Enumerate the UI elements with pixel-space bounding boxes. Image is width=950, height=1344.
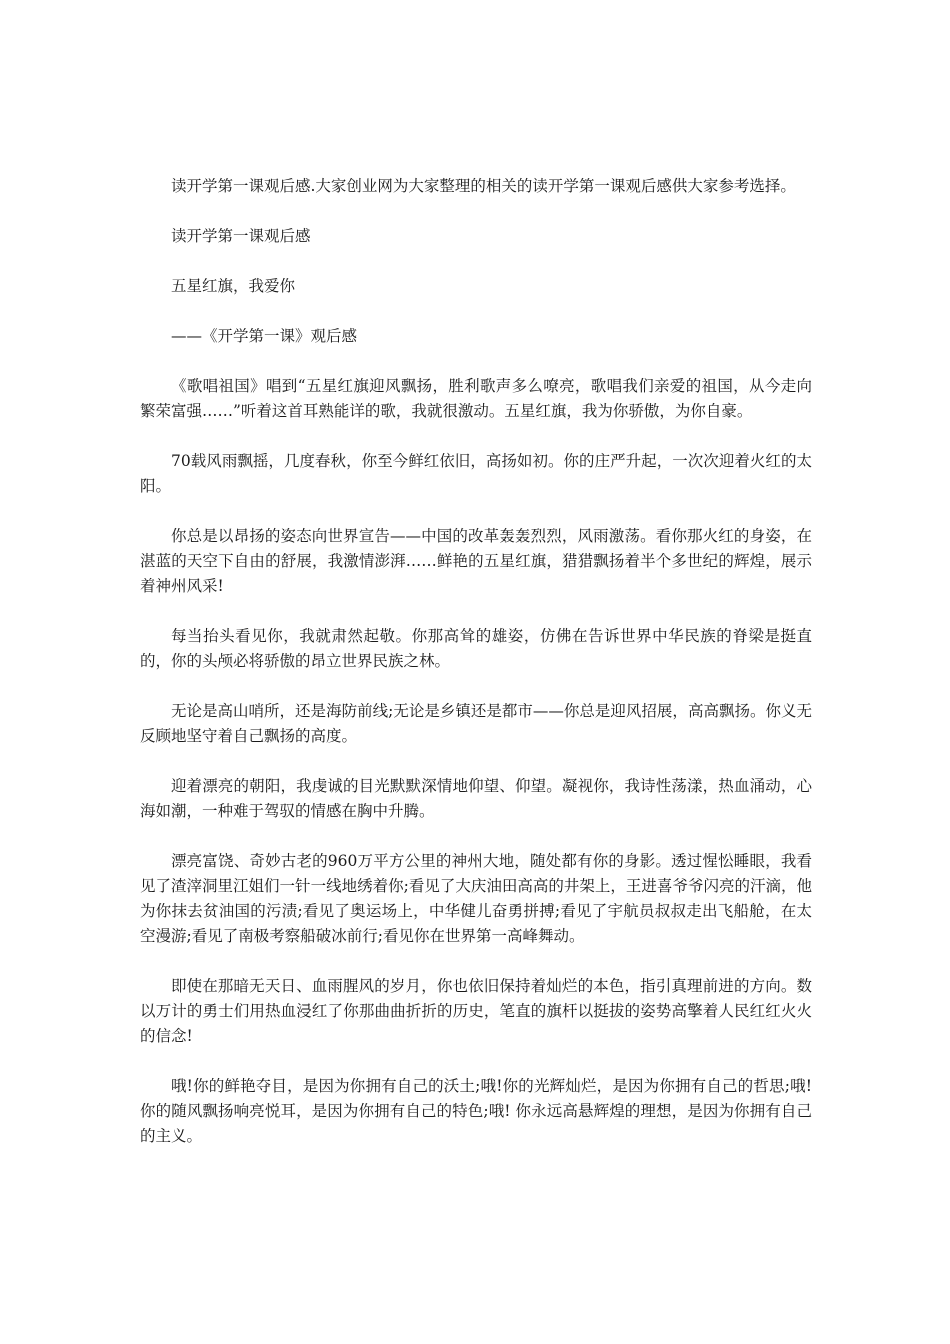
essay-subtitle: ——《开学第一课》观后感 (171, 327, 358, 345)
article-title: 读开学第一课观后感 (171, 227, 311, 245)
body-paragraph: 即使在那暗无天日、血雨腥风的岁月，你也依旧保持着灿烂的本色，指引真理前进的方向。数以万计的勇士们用热血浸红了你那曲曲折折的历史，笔直的旗杆以挺拔的姿势高擎着人民红红火火的信念! (140, 977, 812, 1045)
body-paragraph: 哦!你的鲜艳夺目，是因为你拥有自己的沃土;哦!你的光辉灿烂，是因为你拥有自己的哲思;哦!你的随风飘扬响亮悦耳，是因为你拥有自己的特色;哦! 你永远高悬辉煌的理想，是因为你拥有自己的主义。 (140, 1077, 812, 1145)
body-paragraph: 你总是以昂扬的姿态向世界宣告——中国的改革轰轰烈烈，风雨激荡。看你那火红的身姿，在湛蓝的天空下自由的舒展，我激情澎湃……鲜艳的五星红旗，猎猎飘扬着半个多世纪的辉煌，展示着神州风采! (140, 527, 812, 595)
essay-title: 五星红旗，我爱你 (171, 277, 296, 295)
body-paragraph: 迎着漂亮的朝阳，我虔诚的目光默默深情地仰望、仰望。凝视你，我诗性荡漾，热血涌动，心海如潮，一种难于驾驭的情感在胸中升腾。 (140, 777, 812, 820)
body-paragraph: 每当抬头看见你，我就肃然起敬。你那高耸的雄姿，仿佛在告诉世界中华民族的脊梁是挺直的，你的头颅必将骄傲的昂立世界民族之林。 (140, 627, 812, 670)
intro-paragraph: 读开学第一课观后感.大家创业网为大家整理的相关的读开学第一课观后感供大家参考选择。 (171, 177, 796, 195)
body-paragraph: 无论是高山哨所，还是海防前线;无论是乡镇还是都市——你总是迎风招展，高高飘扬。你义无反顾地坚守着自己飘扬的高度。 (140, 702, 812, 745)
document-body (140, 174, 812, 1174)
body-paragraph: 70载风雨飘摇，几度春秋，你至今鲜红依旧，高扬如初。你的庄严升起，一次次迎着火红的太阳。 (140, 452, 812, 495)
body-paragraph: 《歌唱祖国》唱到“五星红旗迎风飘扬，胜利歌声多么嘹亮，歌唱我们亲爱的祖国，从今走向繁荣富强……”听着这首耳熟能详的歌，我就很激动。五星红旗，我为你骄傲，为你自豪。 (140, 377, 812, 420)
body-paragraph: 漂亮富饶、奇妙古老的960万平方公里的神州大地，随处都有你的身影。透过惺忪睡眼，我看见了渣滓洞里江姐们一针一线地绣着你;看见了大庆油田高高的井架上，王进喜爷爷闪亮的汗滴，他为你抹去贫油国的污渍;看见了奥运场上，中华健儿奋勇拼搏;看见了宇航员叔叔走出飞船舱，在太空漫游;看见了南极考察船破冰前行;看见你在世界第一高峰舞动。 (140, 852, 812, 945)
